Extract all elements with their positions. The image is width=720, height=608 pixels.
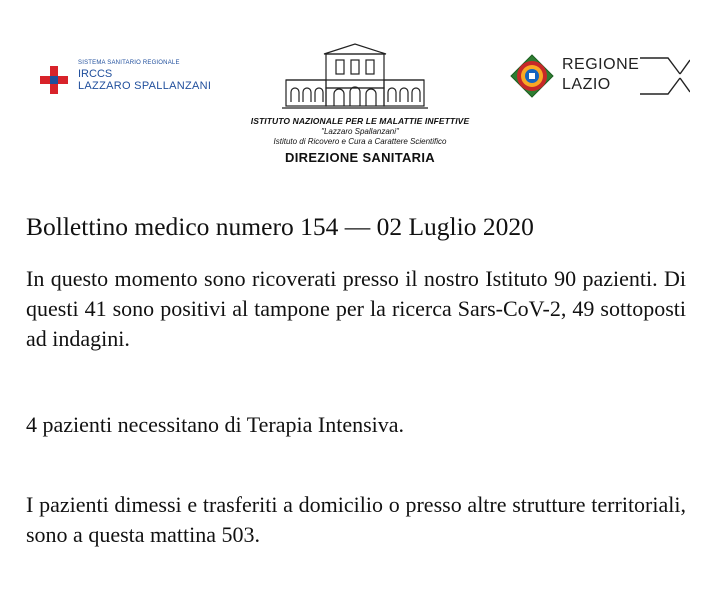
institute-building-icon: [282, 40, 428, 112]
chevron-lines-icon: [640, 52, 690, 100]
bulletin-paragraph-icu: 4 pazienti necessitano di Terapia Intensiva.: [26, 412, 405, 437]
bulletin-paragraph-admissions: In questo momento sono ricoverati presso il nostro Istituto 90 pazienti. Di questi 41 sono positivi al tampone per la ricerca Sars-CoV-2, 49 sottoposti ad indagini.: [26, 266, 686, 351]
logo-irccs-text: IRCCS: [78, 68, 113, 80]
institute-type: Istituto di Ricovero e Cura a Carattere Scientifico: [273, 137, 447, 146]
bulletin-paragraph-discharges: I pazienti dimessi e trasferiti a domicilio o presso altre strutture territoriali, sono a questa mattina 503.: [26, 492, 686, 547]
spallanzani-logo: [40, 56, 240, 96]
logo-system-text: SISTEMA SANITARIO REGIONALE: [78, 60, 180, 66]
regione-text: REGIONE: [562, 56, 640, 73]
logo-name-text: LAZZARO SPALLANZANI: [78, 80, 212, 92]
red-cross-icon: [40, 66, 68, 94]
regione-lazio-logo: [510, 52, 690, 102]
institute-subtitle: "Lazzaro Spallanzani": [321, 127, 399, 136]
department-title: DIREZIONE SANITARIA: [285, 150, 435, 165]
institute-name: ISTITUTO NAZIONALE PER LE MALATTIE INFETTIVE: [250, 116, 470, 126]
regione-emblem-icon: [510, 54, 554, 98]
institute-block: [200, 116, 520, 165]
letterhead: [0, 0, 720, 190]
lazio-text: LAZIO: [562, 76, 611, 93]
bulletin-title: Bollettino medico numero 154 — 02 Luglio 2020: [26, 212, 534, 241]
